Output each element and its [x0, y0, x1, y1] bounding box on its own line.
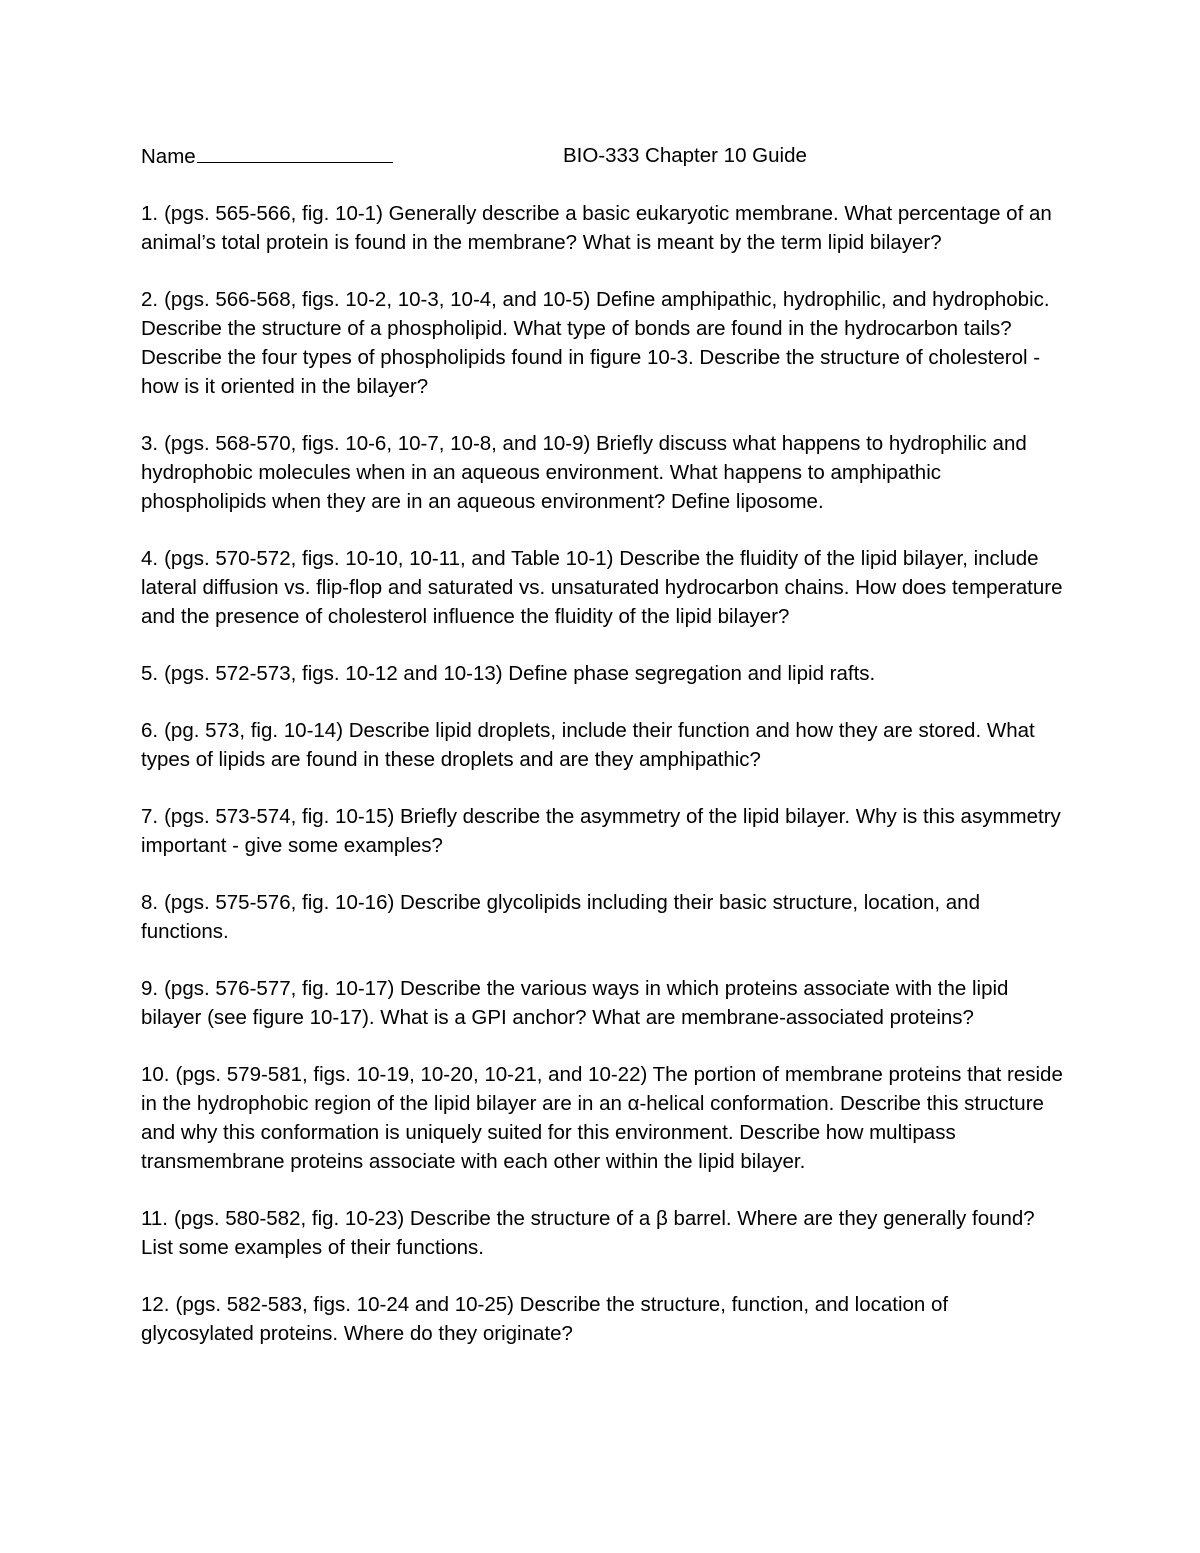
question-text: (pgs. 575-576, fig. 10-16) Describe glycolipids including their basic structure, location, and functions. — [141, 891, 980, 943]
document-header — [141, 141, 1061, 171]
question-8 — [141, 888, 1066, 946]
question-10 — [141, 1060, 1066, 1176]
question-number: 3. — [141, 432, 159, 455]
question-number: 6. — [141, 719, 159, 742]
question-text: (pgs. 568-570, figs. 10-6, 10-7, 10-8, and 10-9) Briefly discuss what happens to hydrophilic and hydrophobic molecules when in an aqueous environment. What happens to amphipathic phospholipids when they are in an aqueous environment? Define liposome. — [141, 432, 1027, 513]
question-text: (pgs. 573-574, fig. 10-15) Briefly describe the asymmetry of the lipid bilayer. Why is this asymmetry important - give some examples? — [141, 805, 1061, 857]
name-blank-line — [197, 141, 393, 163]
question-number: 10. — [141, 1063, 170, 1086]
question-3 — [141, 429, 1066, 516]
question-text: (pg. 573, fig. 10-14) Describe lipid droplets, include their function and how they are stored. What types of lipids are found in these droplets and are they amphipathic? — [141, 719, 1035, 771]
question-4 — [141, 544, 1066, 631]
question-number: 12. — [141, 1293, 170, 1316]
question-number: 2. — [141, 288, 159, 311]
question-number: 11. — [141, 1207, 168, 1230]
question-7 — [141, 802, 1066, 860]
question-text: (pgs. 582-583, figs. 10-24 and 10-25) Describe the structure, function, and location of glycosylated proteins. Where do they originate? — [141, 1293, 949, 1345]
question-text: (pgs. 580-582, fig. 10-23) Describe the structure of a β barrel. Where are they generally found? List some examples of their functions. — [141, 1207, 1035, 1259]
question-5 — [141, 659, 1066, 688]
question-6 — [141, 716, 1066, 774]
question-number: 4. — [141, 547, 159, 570]
name-label: Name — [141, 145, 196, 168]
question-number: 9. — [141, 977, 159, 1000]
question-list — [141, 199, 1066, 1376]
question-number: 8. — [141, 891, 159, 914]
question-12 — [141, 1290, 1066, 1348]
question-text: (pgs. 576-577, fig. 10-17) Describe the various ways in which proteins associate with the lipid bilayer (see figure 10-17). What is a GPI anchor? What are membrane-associated proteins? — [141, 977, 1009, 1029]
question-text: (pgs. 579-581, figs. 10-19, 10-20, 10-21, and 10-22) The portion of membrane proteins that reside in the hydrophobic region of the lipid bilayer are in an α-helical conformation. Describe this structure and why this conformation is uniquely suited for this environment. Describe how multipass transmembrane proteins associate with each other within the lipid bilayer. — [141, 1063, 1063, 1173]
question-text: (pgs. 570-572, figs. 10-10, 10-11, and Table 10-1) Describe the fluidity of the lipid bilayer, include lateral diffusion vs. flip-flop and saturated vs. unsaturated hydrocarbon chains. How does temperature and the presence of cholesterol influence the fluidity of the lipid bilayer? — [141, 547, 1063, 628]
question-text: (pgs. 572-573, figs. 10-12 and 10-13) Define phase segregation and lipid rafts. — [164, 662, 876, 685]
question-text: (pgs. 565-566, fig. 10-1) Generally describe a basic eukaryotic membrane. What percentage of an animal’s total protein is found in the membrane? What is meant by the term lipid bilayer? — [141, 202, 1052, 254]
question-2 — [141, 285, 1066, 401]
question-number: 5. — [141, 662, 159, 685]
question-number: 1. — [141, 202, 159, 225]
name-field — [141, 141, 393, 172]
question-11 — [141, 1204, 1066, 1262]
document-title: BIO-333 Chapter 10 Guide — [563, 144, 807, 167]
question-1 — [141, 199, 1066, 257]
question-text: (pgs. 566-568, figs. 10-2, 10-3, 10-4, and 10-5) Define amphipathic, hydrophilic, and hydrophobic. Describe the structure of a phospholipid. What type of bonds are found in the hydrocarbon tails? Describe the four types of phospholipids found in figure 10-3. Describe the structure of cholesterol - how is it oriented in the bilayer? — [141, 288, 1050, 398]
question-9 — [141, 974, 1066, 1032]
question-number: 7. — [141, 805, 159, 828]
